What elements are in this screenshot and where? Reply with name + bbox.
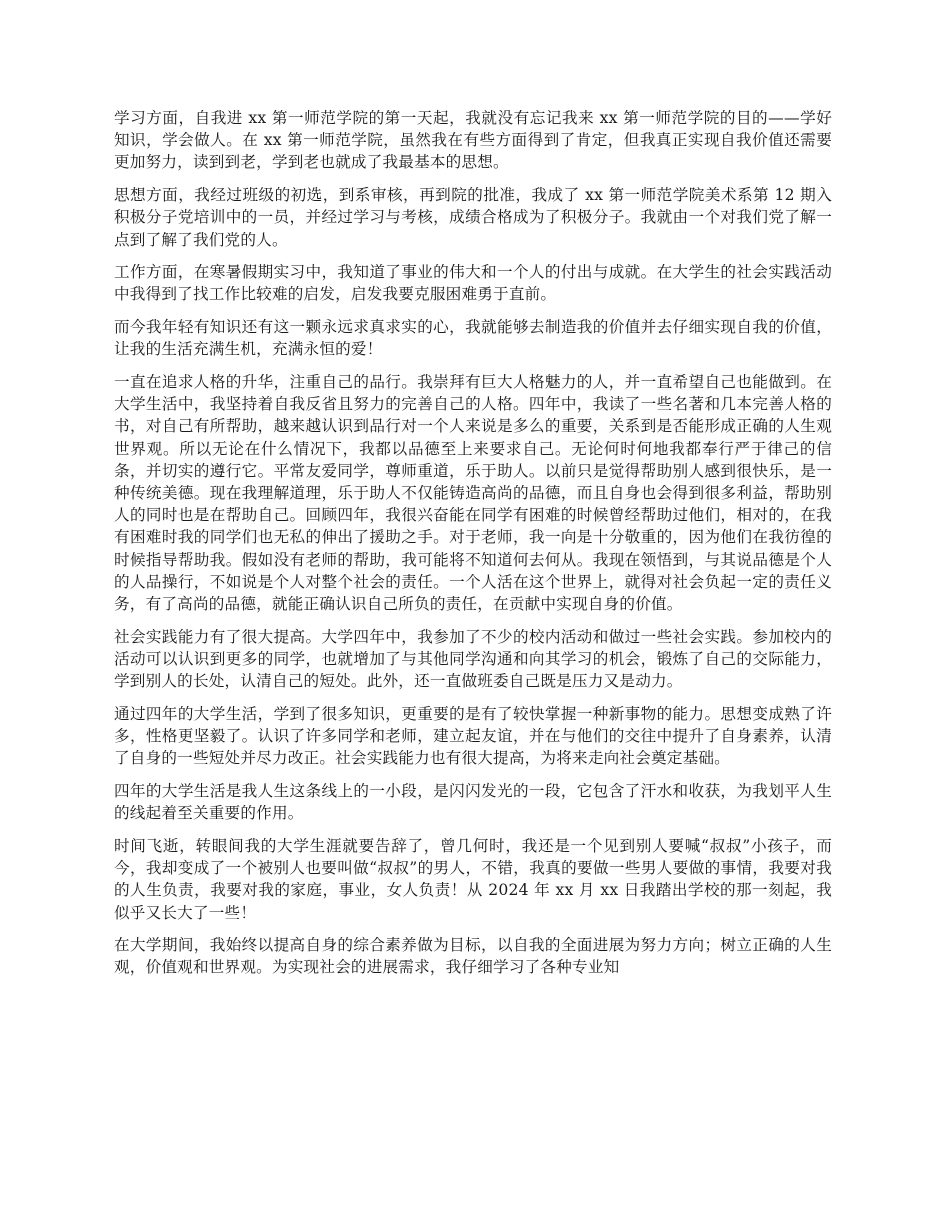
paragraph-university-life: 四年的大学生活是我人生这条线上的一小段，是闪闪发光的一段，它包含了汗水和收获，为我划平人生的线起着至关重要的作用。 bbox=[114, 781, 832, 823]
paragraph-thought: 思想方面，我经过班级的初选，到系审核，再到院的批准，我成了 xx 第一师范学院美术系第 12 期入积极分子党培训中的一员，并经过学习与考核，成绩合格成为了积极分子。我就由一个对我们党了解一点到了解了我们党的人。 bbox=[114, 186, 832, 249]
paragraph-study: 学习方面，自我进 xx 第一师范学院的第一天起，我就没有忘记我来 xx 第一师范学院的目的——学好知识，学会做人。在 xx 第一师范学院，虽然我在有些方面得到了肯定，但我真正实现自我价值还需要更加努力，读到到老，学到老也就成了我最基本的思想。 bbox=[114, 109, 832, 172]
paragraph-graduation: 时间飞逝，转眼间我的大学生涯就要告辞了，曾几何时，我还是一个见到别人要喊“叔叔”小孩子，而今，我却变成了一个被别人也要叫做“叔叔”的男人，不错，我真的要做一些男人要做的事情，我要对我的人生负责，我要对我的家庭，事业，女人负责！从 2024 年 xx 月 xx 日我踏出学校的那一刻起，我似乎又长大了一些！ bbox=[114, 836, 832, 922]
paragraph-character: 一直在追求人格的升华，注重自己的品行。我崇拜有巨大人格魅力的人，并一直希望自己也能做到。在大学生活中，我坚持着自我反省且努力的完善自己的人格。四年中，我读了一些名著和几本完善人格的书，对自己有所帮助，越来越认识到品行对一个人来说是多么的重要，关系到是否能形成正确的人生观世界观。所以无论在什么情况下，我都以品德至上来要求自己。无论何时何地我都奉行严于律己的信条，并切实的遵行它。平常友爱同学，尊师重道，乐于助人。以前只是觉得帮助别人感到很快乐，是一种传统美德。现在我理解道理，乐于助人不仅能铸造高尚的品德，而且自身也会得到很多利益，帮助别人的同时也是在帮助自己。回顾四年，我很兴奋能在同学有困难的时候曾经帮助过他们，相对的，在我有困难时我的同学们也无私的伸出了援助之手。对于老师，我一向是十分敬重的，因为他们在我彷徨的时候指导帮助我。假如没有老师的帮助，我可能将不知道何去何从。我现在领悟到，与其说品德是个人的人品操行，不如说是个人对整个社会的责任。一个人活在这个世界上，就得对社会负起一定的责任义务，有了高尚的品德，就能正确认识自己所负的责任，在贡献中实现自身的价值。 bbox=[114, 373, 832, 614]
paragraph-four-years: 通过四年的大学生活，学到了很多知识，更重要的是有了较快掌握一种新事物的能力。思想变成熟了许多，性格更坚毅了。认识了许多同学和老师，建立起友谊，并在与他们的交往中提升了自身素养，认清了自身的一些短处并尽力改正。社会实践能力也有很大提高，为将来走向社会奠定基础。 bbox=[114, 704, 832, 768]
document-page bbox=[114, 107, 832, 989]
paragraph-aspiration: 而今我年轻有知识还有这一颗永远求真求实的心，我就能够去制造我的价值并去仔细实现自我的价值，让我的生活充满生机，充满永恒的爱！ bbox=[114, 318, 832, 359]
paragraph-social-practice: 社会实践能力有了很大提高。大学四年中，我参加了不少的校内活动和做过一些社会实践。参加校内的活动可以认识到更多的同学，也就增加了与其他同学沟通和向其学习的机会，锻炼了自己的交际能力，学到别人的长处，认清自己的短处。此外，还一直做班委自己既是压力又是动力。 bbox=[114, 627, 832, 691]
paragraph-during-university: 在大学期间，我始终以提高自身的综合素养做为目标，以自我的全面进展为努力方向；树立正确的人生观，价值观和世界观。为实现社会的进展需求，我仔细学习了各种专业知 bbox=[114, 936, 832, 977]
paragraph-work: 工作方面，在寒暑假期实习中，我知道了事业的伟大和一个人的付出与成就。在大学生的社会实践活动中我得到了找工作比较难的启发，启发我要克服困难勇于直前。 bbox=[114, 263, 832, 304]
